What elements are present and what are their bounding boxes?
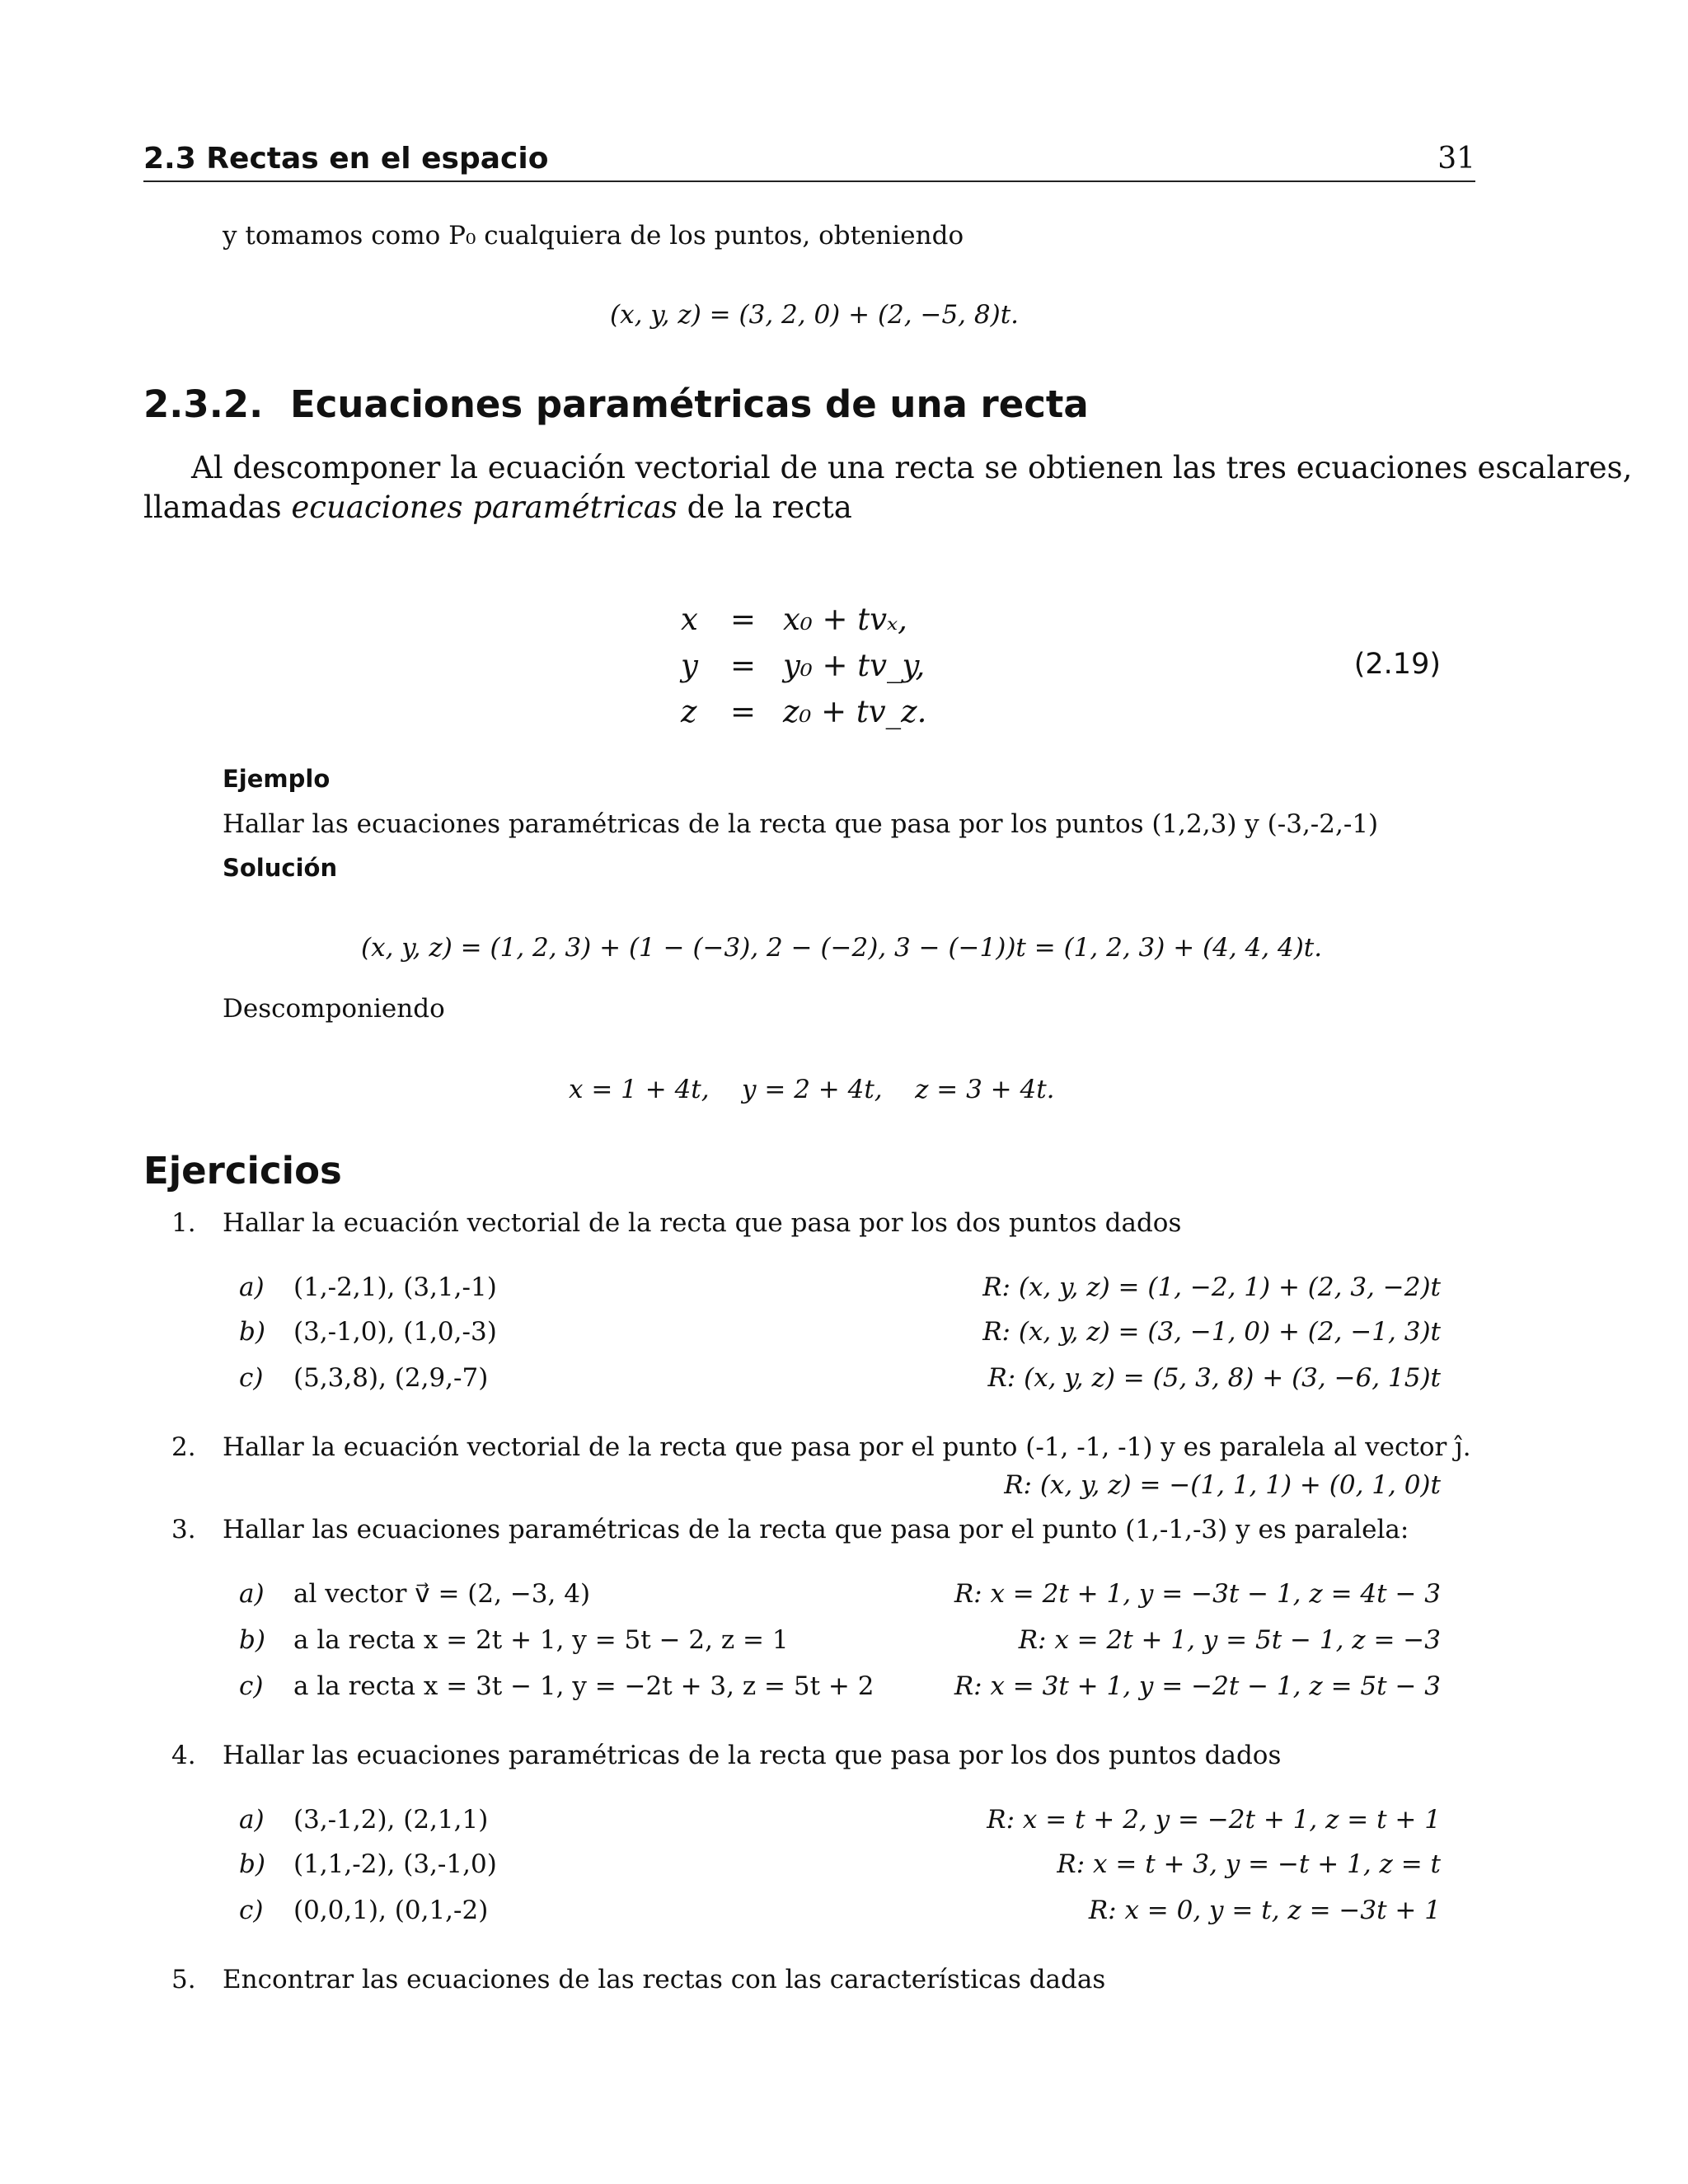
exercise-2-answer: R: (x, y, z) = −(1, 1, 1) + (0, 1, 0)t	[1004, 1470, 1441, 1500]
system-rhs-y: y₀ + tv_y,	[783, 648, 926, 683]
solution-equation: (x, y, z) = (1, 2, 3) + (1 − (−3), 2 − (−2), 3 − (−1))t = (1, 2, 3) + (4, 4, 4)t.	[361, 933, 1323, 963]
paragraph-line-2	[143, 488, 852, 527]
system-equals-1: =	[730, 602, 757, 637]
system-equals-2: =	[730, 648, 757, 683]
solution-label: Solución	[223, 854, 338, 882]
exercise-5-text: Encontrar las ecuaciones de las rectas con las características dadas	[223, 1965, 1106, 1994]
subsection-number: 2.3.2.	[143, 382, 264, 426]
exercise-3b-label: b)	[239, 1625, 265, 1655]
exercise-3c-text: a la recta x = 3t − 1, y = −2t + 3, z = 5t + 2	[293, 1671, 874, 1701]
decomposition-label: Descomponiendo	[223, 994, 445, 1024]
exercise-3c-label: c)	[239, 1671, 264, 1701]
system-lhs-y: y	[681, 648, 698, 683]
system-rhs	[783, 597, 926, 735]
exercise-4c-answer: R: x = 0, y = t, z = −3t + 1	[1088, 1896, 1441, 1925]
exercise-4a-text: (3,-1,2), (2,1,1)	[293, 1805, 489, 1835]
exercise-3-number: 3.	[171, 1515, 196, 1544]
exercise-1b-answer: R: (x, y, z) = (3, −1, 0) + (2, −1, 3)t	[982, 1317, 1441, 1347]
header-rule	[143, 180, 1475, 182]
example-statement: Hallar las ecuaciones paramétricas de la recta que pasa por los puntos (1,2,3) y (-3,-2,-1)	[223, 809, 1379, 839]
exercise-4b-label: b)	[239, 1849, 265, 1879]
exercise-4a-answer: R: x = t + 2, y = −2t + 1, z = t + 1	[987, 1805, 1441, 1835]
exercise-3a-text: al vector v⃗ = (2, −3, 4)	[293, 1579, 591, 1609]
exercise-4-text: Hallar las ecuaciones paramétricas de la recta que pasa por los dos puntos dados	[223, 1741, 1282, 1770]
equation-number: (2.19)	[1353, 648, 1441, 681]
subsection-title: Ecuaciones paramétricas de una recta	[290, 382, 1089, 426]
running-header-section: 2.3 Rectas en el espacio	[143, 142, 549, 176]
system-equals	[730, 597, 756, 735]
exercise-3-text: Hallar las ecuaciones paramétricas de la recta que pasa por el punto (1,-1,-3) y es paralela:	[223, 1515, 1409, 1544]
exercise-1b-text: (3,-1,0), (1,0,-3)	[293, 1317, 497, 1347]
exercise-4b-text: (1,1,-2), (3,-1,0)	[293, 1849, 497, 1879]
exercise-1c-answer: R: (x, y, z) = (5, 3, 8) + (3, −6, 15)t	[987, 1363, 1441, 1393]
exercise-4b-answer: R: x = t + 3, y = −t + 1, z = t	[1057, 1849, 1441, 1879]
intro-equation: (x, y, z) = (3, 2, 0) + (2, −5, 8)t.	[610, 300, 1020, 330]
exercise-1a-text: (1,-2,1), (3,1,-1)	[293, 1272, 497, 1302]
exercise-1b-label: b)	[239, 1317, 265, 1347]
exercise-3b-answer: R: x = 2t + 1, y = 5t − 1, z = −3	[1018, 1625, 1441, 1655]
exercise-4c-text: (0,0,1), (0,1,-2)	[293, 1896, 489, 1925]
exercise-4-number: 4.	[171, 1741, 196, 1770]
exercise-4c-label: c)	[239, 1896, 264, 1925]
exercise-5-number: 5.	[171, 1965, 196, 1994]
example-label: Ejemplo	[223, 765, 331, 793]
system-lhs-x: x	[681, 602, 698, 637]
paragraph-emphasis: ecuaciones paramétricas	[291, 490, 678, 525]
exercise-2-text: Hallar la ecuación vectorial de la recta que pasa por el punto (-1, -1, -1) y es paralela al vector ĵ.	[223, 1432, 1471, 1462]
exercise-1c-label: c)	[239, 1363, 264, 1393]
exercises-title: Ejercicios	[143, 1149, 342, 1193]
exercise-1c-text: (5,3,8), (2,9,-7)	[293, 1363, 489, 1393]
exercise-1-number: 1.	[171, 1208, 196, 1238]
exercise-2-number: 2.	[171, 1432, 196, 1462]
system-equals-3: =	[730, 694, 757, 729]
exercise-3a-label: a)	[239, 1579, 265, 1609]
system-lhs-z: z	[681, 694, 697, 729]
exercise-3c-answer: R: x = 3t + 1, y = −2t − 1, z = 5t − 3	[954, 1671, 1441, 1701]
exercise-4a-label: a)	[239, 1805, 265, 1835]
paragraph-text-end: de la recta	[677, 490, 852, 525]
paragraph-text: llamadas	[143, 490, 292, 525]
decomposition-equations: x = 1 + 4t, y = 2 + 4t, z = 3 + 4t.	[569, 1075, 1055, 1104]
exercise-3b-text: a la recta x = 2t + 1, y = 5t − 2, z = 1	[293, 1625, 789, 1655]
exercise-3a-answer: R: x = 2t + 1, y = −3t − 1, z = 4t − 3	[954, 1579, 1441, 1609]
intro-line: y tomamos como P₀ cualquiera de los puntos, obteniendo	[223, 221, 964, 251]
system-rhs-x: x₀ + tvₓ,	[783, 602, 907, 637]
system-rhs-z: z₀ + tv_z.	[783, 694, 927, 729]
exercise-1-text: Hallar la ecuación vectorial de la recta que pasa por los dos puntos dados	[223, 1208, 1182, 1238]
page-number: 31	[1437, 142, 1475, 176]
exercise-1a-label: a)	[239, 1272, 265, 1302]
paragraph-line-1: Al descomponer la ecuación vectorial de una recta se obtienen las tres ecuaciones escalares,	[191, 450, 1633, 485]
exercise-1a-answer: R: (x, y, z) = (1, −2, 1) + (2, 3, −2)t	[982, 1272, 1441, 1302]
system-lhs	[681, 597, 698, 735]
